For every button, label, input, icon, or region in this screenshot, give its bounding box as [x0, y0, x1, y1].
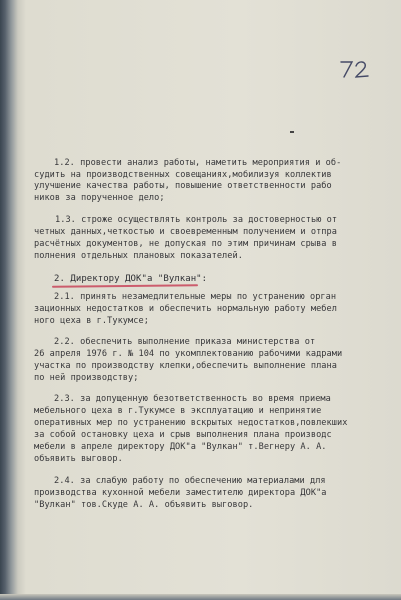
text-line: 2.3. за допущенную безответственность во время приема: [54, 394, 331, 404]
text-line: 2.2. обеспечить выполнение приказа министерства от: [54, 337, 316, 347]
text-line: 2.1. принять незамедлительные меры по устранению орган: [54, 292, 337, 302]
text-line: ников за порученное дело;: [34, 193, 165, 203]
text-line: 2.4. за слабую работу по обеспечению материалами для: [54, 476, 326, 486]
text-line: мебельного цеха в г.Тукумсе в эксплуатацию и непринятие: [34, 406, 322, 416]
text-line: мебели в апреле директору ДОК"а "Вулкан" т.Вегнеру А. А.: [34, 442, 327, 452]
text-line: улучшение качества работы, повышение ответственности рабо: [34, 181, 332, 191]
text-line: за собой остановку цеха и срыв выполнения плана производс: [34, 430, 332, 440]
paper-edge: [0, 594, 401, 600]
text-line: "Вулкан" тов.Скуде А. А. объявить выговор.: [34, 500, 254, 510]
handwritten-page-number: [338, 58, 372, 80]
text-line: 26 апреля 1976 г. № 104 по укомплектованию рабочими кадрами: [34, 349, 343, 359]
text-line: по ней производству;: [34, 373, 139, 383]
text-line: четных данных,четкостью и своевременным получением и отпра: [34, 227, 337, 237]
text-line: зационных недостатков и обеспечить нормальную работу мебел: [34, 304, 337, 314]
text-line: ного цеха в г.Тукумсе;: [34, 316, 149, 326]
text-line: объявить выговор.: [34, 454, 123, 464]
text-line: оперативных мер по устранению вскрытых недостатков,повлекших: [34, 418, 348, 428]
typed-dash-mark: [290, 131, 294, 133]
text-line: полнения отдельных плановых показателей.: [34, 251, 243, 261]
text-line: 1.2. провести анализ работы, наметить мероприятия и об-: [54, 158, 342, 168]
text-line: расчётных документов, не допуская по этим причинам срыва в: [34, 239, 337, 249]
text-line: производства кухонной мебели заместителю директора ДОК"а: [34, 488, 327, 498]
text-line: участка по производству клепки,обеспечить выполнение плана: [34, 361, 337, 371]
red-pencil-underline: [52, 284, 198, 288]
text-line: судить на производственных совещаниях,мобилизуя коллектив: [34, 170, 332, 180]
text-line: 1.3. строже осуществлять контроль за достоверностью от: [55, 215, 338, 225]
section-heading: 2. Директору ДОК"а "Вулкан":: [54, 274, 208, 284]
